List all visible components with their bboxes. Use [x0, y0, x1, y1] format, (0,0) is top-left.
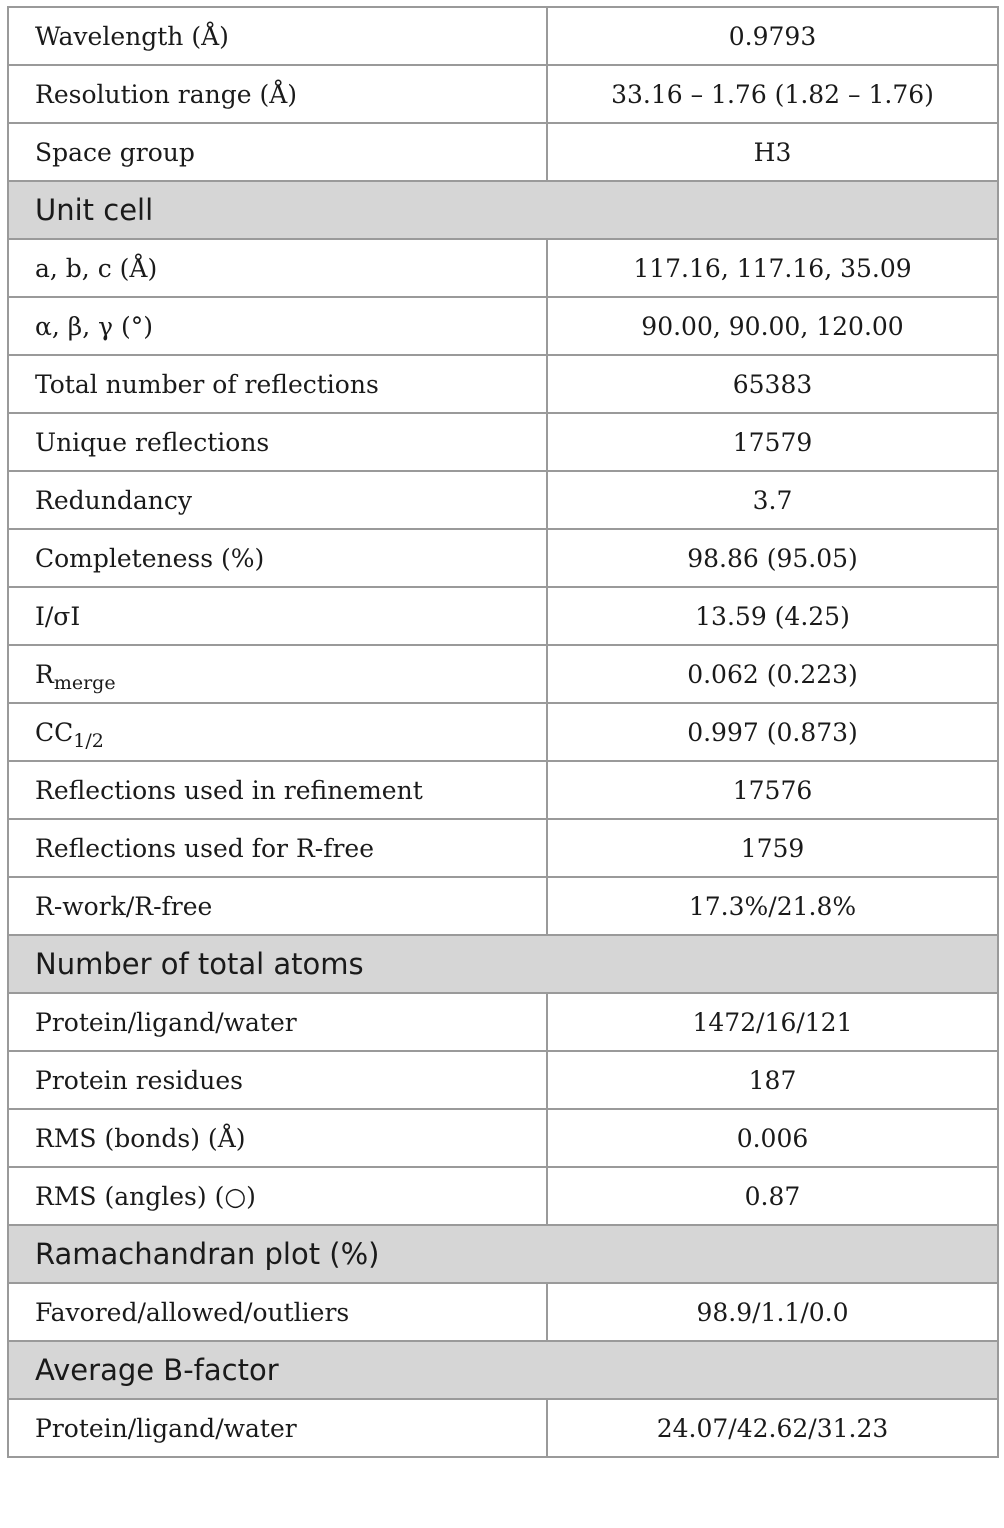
table-row — [8, 1167, 998, 1225]
table-row — [8, 1109, 998, 1167]
crystallography-statistics-table — [7, 6, 999, 1458]
row-value: 0.006 — [547, 1109, 998, 1167]
table-body — [8, 7, 998, 1457]
table-row — [8, 355, 998, 413]
row-value: 1472/16/121 — [547, 993, 998, 1051]
row-label: Space group — [8, 123, 547, 181]
row-value: 24.07/42.62/31.23 — [547, 1399, 998, 1457]
section-header: Average B-factor — [8, 1341, 998, 1399]
row-label: Resolution range (Å) — [8, 65, 547, 123]
section-header-row — [8, 935, 998, 993]
row-value: 98.9/1.1/0.0 — [547, 1283, 998, 1341]
row-value: 0.062 (0.223) — [547, 645, 998, 703]
table-row — [8, 1399, 998, 1457]
table-row — [8, 761, 998, 819]
table-row — [8, 703, 998, 761]
row-value: 17579 — [547, 413, 998, 471]
row-label: Protein residues — [8, 1051, 547, 1109]
row-label: α, β, γ (°) — [8, 297, 547, 355]
table-row — [8, 65, 998, 123]
table-row — [8, 413, 998, 471]
section-header-row — [8, 1341, 998, 1399]
row-label: RMS (bonds) (Å) — [8, 1109, 547, 1167]
section-header: Number of total atoms — [8, 935, 998, 993]
row-label: Total number of reflections — [8, 355, 547, 413]
row-label: a, b, c (Å) — [8, 239, 547, 297]
table-row — [8, 239, 998, 297]
row-value: 90.00, 90.00, 120.00 — [547, 297, 998, 355]
row-value: 3.7 — [547, 471, 998, 529]
row-label: Reflections used for R-free — [8, 819, 547, 877]
row-value: 33.16 – 1.76 (1.82 – 1.76) — [547, 65, 998, 123]
row-label: Redundancy — [8, 471, 547, 529]
row-value: 65383 — [547, 355, 998, 413]
section-header-row — [8, 1225, 998, 1283]
row-label-subscript: merge — [53, 671, 116, 694]
row-label: I/σI — [8, 587, 547, 645]
row-label-subscript: 1/2 — [73, 729, 104, 752]
row-label: Protein/ligand/water — [8, 1399, 547, 1457]
row-value: 0.87 — [547, 1167, 998, 1225]
table-row — [8, 529, 998, 587]
row-label: Unique reflections — [8, 413, 547, 471]
row-label: Wavelength (Å) — [8, 7, 547, 65]
row-label: R-work/R-free — [8, 877, 547, 935]
row-label: Favored/allowed/outliers — [8, 1283, 547, 1341]
row-label: Completeness (%) — [8, 529, 547, 587]
row-label — [8, 703, 547, 761]
row-value: 117.16, 117.16, 35.09 — [547, 239, 998, 297]
table-row — [8, 297, 998, 355]
row-label-main: CC — [35, 717, 74, 747]
row-value: 0.997 (0.873) — [547, 703, 998, 761]
table-row — [8, 993, 998, 1051]
table-row — [8, 1051, 998, 1109]
row-value: 98.86 (95.05) — [547, 529, 998, 587]
row-label-main: R — [35, 659, 54, 689]
table-row — [8, 123, 998, 181]
row-value: 17.3%/21.8% — [547, 877, 998, 935]
table-row — [8, 819, 998, 877]
row-label: RMS (angles) (○) — [8, 1167, 547, 1225]
row-value: H3 — [547, 123, 998, 181]
row-value: 187 — [547, 1051, 998, 1109]
table-row — [8, 7, 998, 65]
row-label: Reflections used in refinement — [8, 761, 547, 819]
section-header: Ramachandran plot (%) — [8, 1225, 998, 1283]
section-header-row — [8, 181, 998, 239]
table-row — [8, 877, 998, 935]
row-label — [8, 645, 547, 703]
table-row — [8, 471, 998, 529]
row-value: 0.9793 — [547, 7, 998, 65]
row-value: 13.59 (4.25) — [547, 587, 998, 645]
row-value: 17576 — [547, 761, 998, 819]
table-row — [8, 587, 998, 645]
table-row — [8, 645, 998, 703]
row-label: Protein/ligand/water — [8, 993, 547, 1051]
section-header: Unit cell — [8, 181, 998, 239]
table-row — [8, 1283, 998, 1341]
row-value: 1759 — [547, 819, 998, 877]
